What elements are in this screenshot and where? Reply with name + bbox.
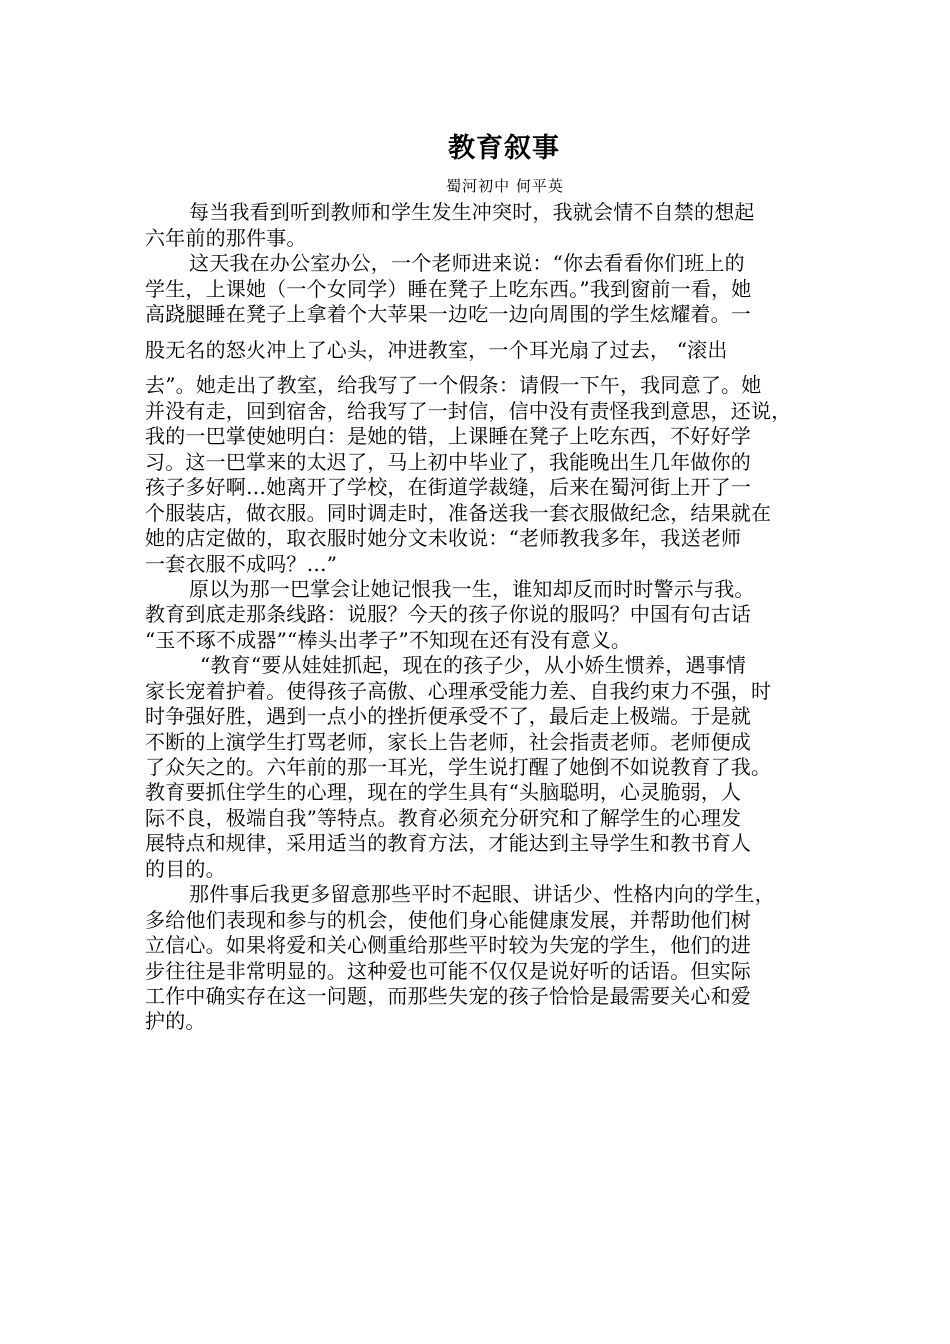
- text-line: 教育到底走那条线路：说服？今天的孩子你说的服吗？中国有句古话: [145, 602, 751, 626]
- document-title: 教育叙事: [448, 133, 560, 164]
- text-line: 护的。: [145, 1009, 206, 1033]
- text-line: “玉不琢不成器”“棒头出孝子”不知现在还有没有意义。: [145, 628, 632, 652]
- text-line: 并没有走，回到宿舍，给我写了一封信，信中没有责怪我到意思，还说，: [145, 399, 792, 423]
- document-author: 蜀河初中 何平英: [446, 177, 564, 195]
- text-line: 立信心。如果将爱和关心侧重给那些平时较为失宠的学生，他们的进: [145, 933, 751, 957]
- text-line: 那件事后我更多留意那些平时不起眼、讲话少、性格内向的学生，: [189, 882, 775, 906]
- text-line: 的目的。: [145, 857, 226, 881]
- text-line: 多给他们表现和参与的机会，使他们身心能健康发展，并帮助他们树: [145, 908, 751, 932]
- text-line: 个服装店，做衣服。同时调走时，准备送我一套衣服做纪念，结果就在: [145, 501, 772, 525]
- text-line: 她的店定做的，取衣服时她分文未收说：“老师教我多年，我送老师: [145, 526, 742, 550]
- text-line: “教育“要从娃娃抓起，现在的孩子少，从小娇生惯养，遇事情: [200, 653, 747, 677]
- text-line: 不断的上演学生打骂老师，家长上告老师，社会指责老师。老师便成: [145, 730, 751, 754]
- text-line: 习。这一巴掌来的太迟了，马上初中毕业了，我能晚出生几年做你的: [145, 450, 751, 474]
- text-line: 孩子多好啊…她离开了学校，在街道学裁缝，后来在蜀河街上开了一: [145, 475, 751, 499]
- text-line: 教育要抓住学生的心理，现在的学生具有“头脑聪明，心灵脆弱，人: [145, 780, 742, 804]
- text-line: 股无名的怒火冲上了心头，冲进教室，一个耳光扇了过去， “滚出: [145, 338, 728, 362]
- text-line: 学生，上课她（一个女同学）睡在凳子上吃东西。”我到窗前一看，她: [145, 277, 752, 301]
- text-line: 高跷腿睡在凳子上拿着个大苹果一边吃一边向周围的学生炫耀着。一: [145, 302, 751, 326]
- text-line: 展特点和规律，采用适当的教育方法，才能达到主导学生和教书育人: [145, 831, 751, 855]
- text-line: 每当我看到听到教师和学生发生冲突时，我就会情不自禁的想起: [189, 200, 755, 224]
- text-line: 家长宠着护着。使得孩子高傲、心理承受能力差、自我约束力不强，时: [145, 679, 772, 703]
- text-line: 步往往是非常明显的。这种爱也可能不仅仅是说好听的话语。但实际: [145, 959, 751, 983]
- text-line: 际不良，极端自我”等特点。教育必须充分研究和了解学生的心理发: [145, 806, 742, 830]
- text-line: 这天我在办公室办公，一个老师进来说：“你去看看你们班上的: [189, 251, 745, 275]
- text-line: 六年前的那件事。: [145, 226, 307, 250]
- text-line: 一套衣服不成吗？…”: [145, 552, 338, 576]
- text-line: 我的一巴掌使她明白：是她的错，上课睡在凳子上吃东西，不好好学: [145, 424, 751, 448]
- text-line: 工作中确实存在这一问题，而那些失宠的孩子恰恰是最需要关心和爱: [145, 984, 751, 1008]
- text-line: 原以为那一巴掌会让她记恨我一生，谁知却反而时时警示与我。: [189, 577, 755, 601]
- text-line: 时争强好胜，遇到一点小的挫折便承受不了，最后走上极端。于是就: [145, 704, 751, 728]
- text-line: 去”。她走出了教室，给我写了一个假条：请假一下午，我同意了。她: [145, 373, 762, 397]
- text-line: 了众矢之的。六年前的那一耳光，学生说打醒了她倒不如说教育了我。: [145, 755, 772, 779]
